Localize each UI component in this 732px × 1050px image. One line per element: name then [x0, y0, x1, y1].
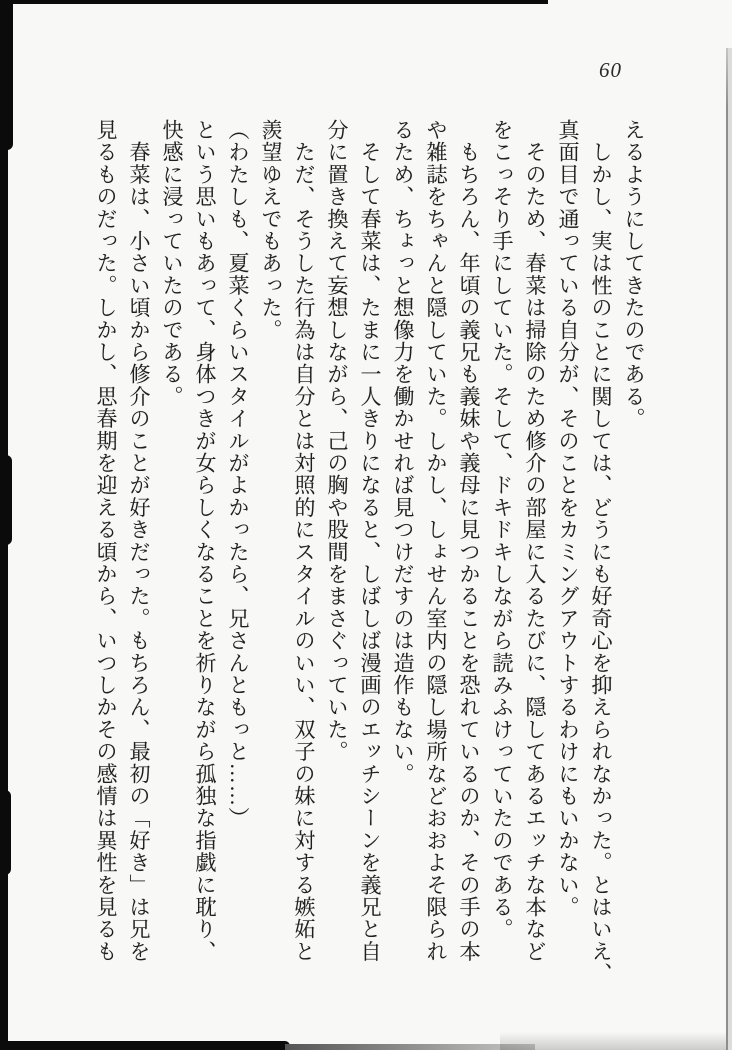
text-column: 見るものだった。しかし、思春期を迎える頃から、いつしかその感情は異性を見るも [94, 119, 118, 963]
text-column: や雑誌をちゃんと隠していた。しかし、しょせん室内の隠し場所などおおよそ限られ [424, 119, 448, 963]
scan-edge-bottom-fade [285, 1044, 535, 1050]
page-edge-right-margin [728, 48, 732, 1050]
text-column: 春菜は、小さい頃から修介のことが好きだった。もちろん、最初の「好き」は兄を [127, 119, 151, 963]
text-column: 真面目で通っている自分が、そのことをカミングアウトするわけにもいかない。 [556, 119, 580, 919]
text-column: るため、ちょっと想像力を働かせれば見つけだすのは造作もない。 [391, 119, 415, 785]
text-column: をこっそり手にしていた。そして、ドキドキしながら読みふけっていたのである。 [490, 119, 514, 941]
text-column: しかし、実は性のことに関しては、どうにも好奇心を抑えられなかった。とはいえ、 [589, 119, 613, 985]
scan-edge-left-blob [0, 0, 13, 150]
page-number: 60 [599, 58, 622, 82]
text-column: えるようにしてきたのである。 [622, 119, 646, 430]
text-column: ただ、そうした行為は自分とは対照的にスタイルのいい、双子の妹に対する嫉妬と [292, 119, 316, 963]
body-text [89, 119, 650, 999]
text-column: 羨望ゆえでもあった。 [259, 119, 283, 341]
text-column: そのため、春菜は掃除のため修介の部屋に入るたびに、隠してあるエッチな本など [523, 119, 547, 963]
scan-edge-bottom-left [0, 1041, 290, 1050]
text-column: 分に置き換えて妄想しながら、己の胸や股間をまさぐっていた。 [325, 119, 349, 763]
text-column: もちろん、年頃の義兄も義妹や義母に見つかることを恐れているのか、その手の本 [457, 119, 481, 963]
text-column: そして春菜は、たまに一人きりになると、しばしば漫画のエッチシーンを義兄と自 [358, 119, 382, 963]
scan-edge-top [0, 0, 548, 4]
text-column: （わたしも、夏菜くらいスタイルがよかったら、兄さんともっと……） [226, 119, 250, 830]
scan-edge-left-blob [0, 455, 12, 545]
scan-edge-left-blob [0, 790, 11, 875]
text-column: という思いもあって、身体つきが女らしくなることを祈りながら孤独な指戯に耽り、 [193, 119, 217, 963]
scan-shadow-bottom-right [500, 1032, 732, 1050]
text-column: 快感に浸っていたのである。 [160, 119, 184, 408]
